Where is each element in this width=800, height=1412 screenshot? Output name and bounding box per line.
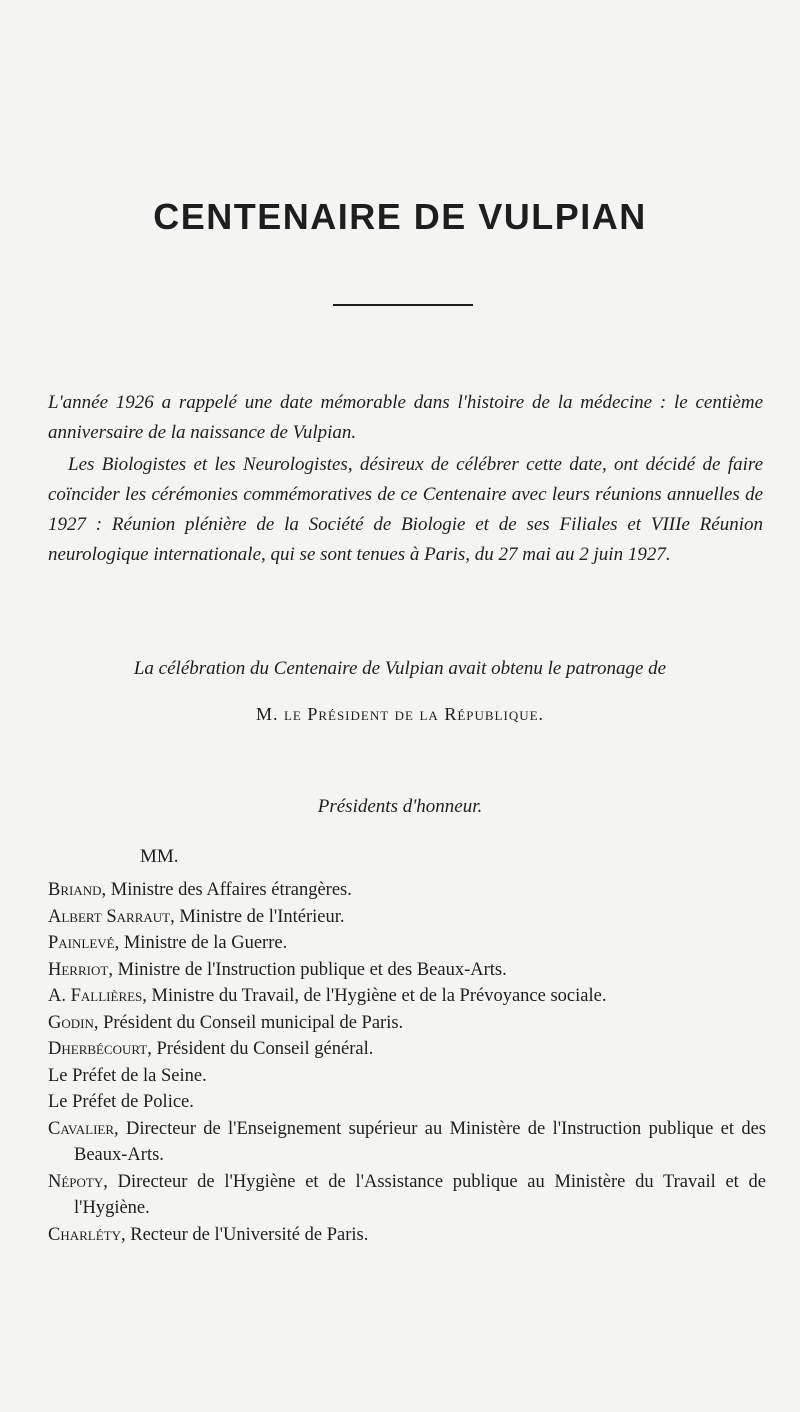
- list-item: [48, 930, 766, 957]
- member-role: , Directeur de l'Hygiène et de l'Assistance publique au Ministère du Travail et de l'Hygiène.: [74, 1171, 766, 1218]
- president-line: M. le Président de la République.: [255, 704, 545, 724]
- member-role: , Ministre des Affaires étrangères.: [101, 880, 352, 900]
- member-name: Cavalier: [48, 1118, 115, 1139]
- list-item: [48, 957, 766, 984]
- list-item: [48, 1089, 766, 1116]
- member-role: , Ministre de l'Intérieur.: [170, 906, 345, 927]
- list-item: [48, 1010, 766, 1037]
- honor-members-list: [48, 877, 766, 1248]
- intro-paragraph: L'année 1926 a rappelé une date mémorable dans l'histoire de la médecine : le centième anniversaire de la naissance de Vulpian.: [48, 392, 763, 443]
- member-name: Népoty: [48, 1171, 104, 1192]
- list-item: [48, 1222, 766, 1249]
- member-role: , Ministre de la Guerre.: [114, 933, 288, 953]
- member-name: Briand: [48, 880, 102, 900]
- list-item: [48, 877, 766, 904]
- title-divider: [333, 304, 473, 306]
- member-role: , Ministre de l'Instruction publique et des Beaux-Arts.: [108, 959, 507, 980]
- member-name: Painlevé: [48, 933, 115, 953]
- member-role: , Président du Conseil municipal de Paris.: [93, 1012, 404, 1033]
- list-item: [48, 1036, 766, 1063]
- page-title: CENTENAIRE DE VULPIAN: [153, 196, 647, 237]
- list-item: [48, 1116, 766, 1169]
- member-name: Albert Sarraut: [48, 906, 171, 927]
- honor-heading: Présidents d'honneur.: [317, 796, 483, 817]
- member-name: A. Fallières: [48, 986, 143, 1006]
- mm-label: MM.: [140, 846, 179, 867]
- member-role: Le Préfet de la Seine.: [48, 1065, 207, 1086]
- member-role: , Directeur de l'Enseignement supérieur au Ministère de l'Instruction publique et des Beaux-Arts.: [74, 1118, 766, 1165]
- member-role: Le Préfet de Police.: [48, 1092, 194, 1112]
- list-item: [48, 1063, 766, 1090]
- member-role: , Recteur de l'Université de Paris.: [121, 1224, 369, 1245]
- list-item: [48, 983, 766, 1010]
- member-name: Charléty: [48, 1224, 121, 1245]
- list-item: [48, 1169, 766, 1222]
- patronage-paragraph: La célébration du Centenaire de Vulpian avait obtenu le patronage de: [133, 658, 667, 679]
- biologists-paragraph: Les Biologistes et les Neurologistes, désireux de célébrer cette date, ont décidé de faire coïncider les cérémonies commémoratives de ce Centenaire avec leurs réunions annuelles de 1927 : Réunion plénière de la Société de Biologie et de ses Filiales et VIIIe Réunion neurologique internationale, qui se sont tenues à Paris, du 27 mai au 2 juin 1927.: [48, 454, 763, 565]
- list-item: [48, 904, 766, 931]
- member-name: Dherbécourt: [48, 1039, 148, 1059]
- member-role: , Ministre du Travail, de l'Hygiène et de la Prévoyance sociale.: [142, 986, 607, 1006]
- member-name: Godin: [48, 1012, 94, 1033]
- member-name: Herriot: [48, 959, 109, 980]
- member-role: , Président du Conseil général.: [147, 1039, 374, 1059]
